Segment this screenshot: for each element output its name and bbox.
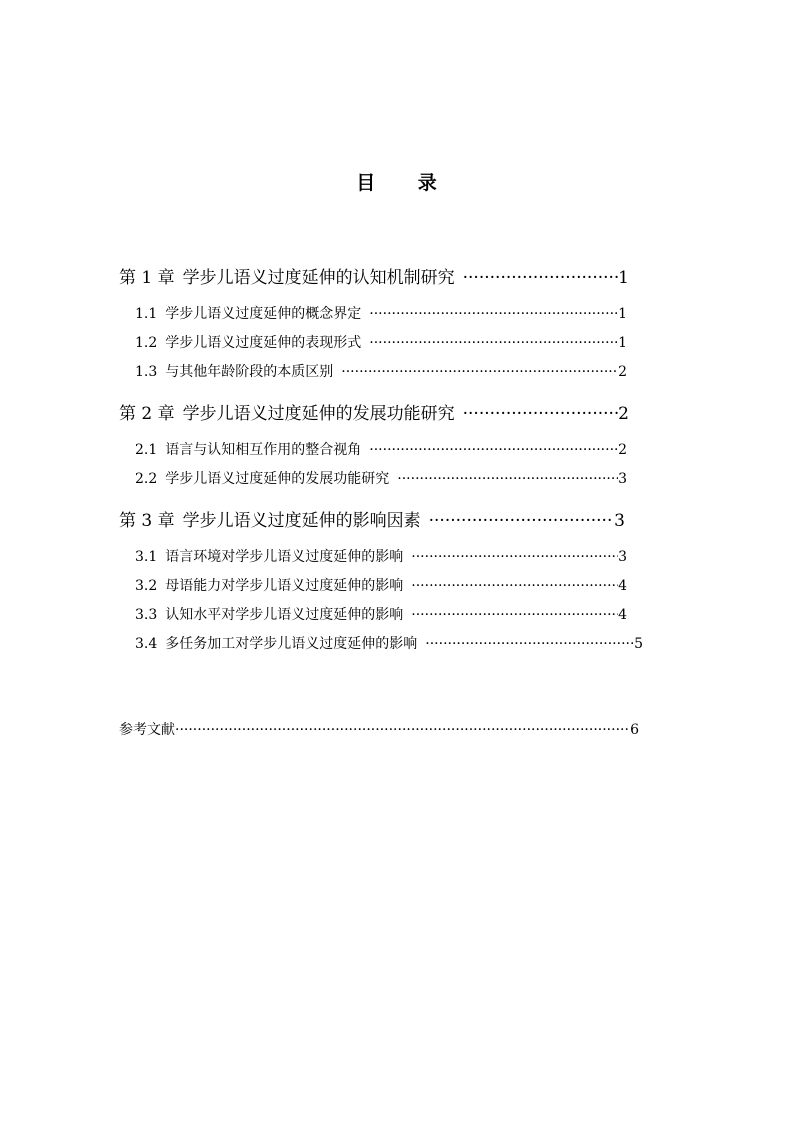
- toc-entry-page: 3: [618, 549, 627, 565]
- toc-entry-number: 第 2 章: [119, 404, 175, 424]
- toc-entry-section-3-3[interactable]: [135, 604, 627, 624]
- toc-entry-number: 第 3 章: [119, 511, 175, 531]
- toc-entry-number: 3.4: [135, 636, 158, 652]
- toc-entry-page: 3: [618, 471, 627, 487]
- toc-entry-section-3-1[interactable]: [135, 546, 627, 566]
- toc-entry-number: 2.1: [135, 442, 158, 458]
- toc-leader-dots: [411, 607, 618, 623]
- toc-leader-dots: [175, 722, 630, 738]
- toc-entry-title: 多任务加工对学步儿语义过度延伸的影响: [165, 636, 418, 652]
- toc-entry-title: 学步儿语义过度延伸的概念界定: [165, 306, 362, 322]
- toc-entry-number: 3.3: [135, 607, 158, 623]
- toc-entry-page: 3: [614, 511, 625, 531]
- toc-entry-page: 2: [618, 364, 627, 380]
- toc-entry-section-2-2[interactable]: [135, 468, 627, 488]
- toc-entry-number: 1.3: [135, 364, 158, 380]
- toc-entry-page: 1: [618, 306, 627, 322]
- toc-entry-page: 1: [618, 335, 627, 351]
- toc-leader-dots: [369, 335, 618, 351]
- toc-entry-references[interactable]: [119, 719, 639, 739]
- toc-entry-page: 1: [618, 268, 629, 288]
- toc-entry-number: 3.1: [135, 549, 158, 565]
- toc-leader-dots: [429, 511, 615, 531]
- toc-entry-section-1-3[interactable]: [135, 361, 627, 381]
- toc-entry-title: 学步儿语义过度延伸的认知机制研究: [182, 268, 455, 288]
- toc-entry-title: 学步儿语义过度延伸的表现形式: [165, 335, 362, 351]
- toc-entry-chapter-3[interactable]: [119, 506, 625, 531]
- toc-entry-section-3-2[interactable]: [135, 575, 627, 595]
- toc-leader-dots: [463, 404, 619, 424]
- toc-entry-section-3-4[interactable]: [135, 633, 643, 653]
- toc-entry-number: 1.1: [135, 306, 158, 322]
- toc-entry-title: 语言环境对学步儿语义过度延伸的影响: [165, 549, 404, 565]
- toc-entry-page: 6: [630, 722, 639, 738]
- toc-entry-title: 学步儿语义过度延伸的发展功能研究: [165, 471, 390, 487]
- toc-entry-section-2-1[interactable]: [135, 439, 627, 459]
- toc-leader-dots: [369, 442, 618, 458]
- toc-entry-number: 2.2: [135, 471, 158, 487]
- toc-entry-title: 与其他年龄阶段的本质区别: [165, 364, 334, 380]
- toc-entry-page: 4: [618, 607, 627, 623]
- toc-entry-page: 5: [634, 636, 643, 652]
- toc-entry-chapter-2[interactable]: [119, 399, 629, 424]
- toc-entry-title: 参考文献: [119, 722, 175, 738]
- toc-leader-dots: [411, 578, 618, 594]
- toc-entry-chapter-1[interactable]: [119, 263, 629, 288]
- toc-leader-dots: [411, 549, 618, 565]
- toc-entry-title: 学步儿语义过度延伸的发展功能研究: [182, 404, 455, 424]
- toc-entry-number: 第 1 章: [119, 268, 175, 288]
- toc-entry-number: 3.2: [135, 578, 158, 594]
- toc-entry-page: 2: [618, 404, 629, 424]
- toc-entry-title: 学步儿语义过度延伸的影响因素: [182, 511, 421, 531]
- toc-leader-dots: [369, 306, 618, 322]
- toc-entry-number: 1.2: [135, 335, 158, 351]
- toc-leader-dots: [397, 471, 618, 487]
- toc-entry-section-1-1[interactable]: [135, 303, 627, 323]
- toc-entry-title: 母语能力对学步儿语义过度延伸的影响: [165, 578, 404, 594]
- toc-entry-title: 认知水平对学步儿语义过度延伸的影响: [165, 607, 404, 623]
- toc-leader-dots: [425, 636, 634, 652]
- toc-entry-section-1-2[interactable]: [135, 332, 627, 352]
- toc-entry-page: 2: [618, 442, 627, 458]
- toc-title: 目 录: [356, 172, 455, 194]
- toc-entry-title: 语言与认知相互作用的整合视角: [165, 442, 362, 458]
- toc-leader-dots: [341, 364, 618, 380]
- toc-leader-dots: [463, 268, 619, 288]
- toc-entry-page: 4: [618, 578, 627, 594]
